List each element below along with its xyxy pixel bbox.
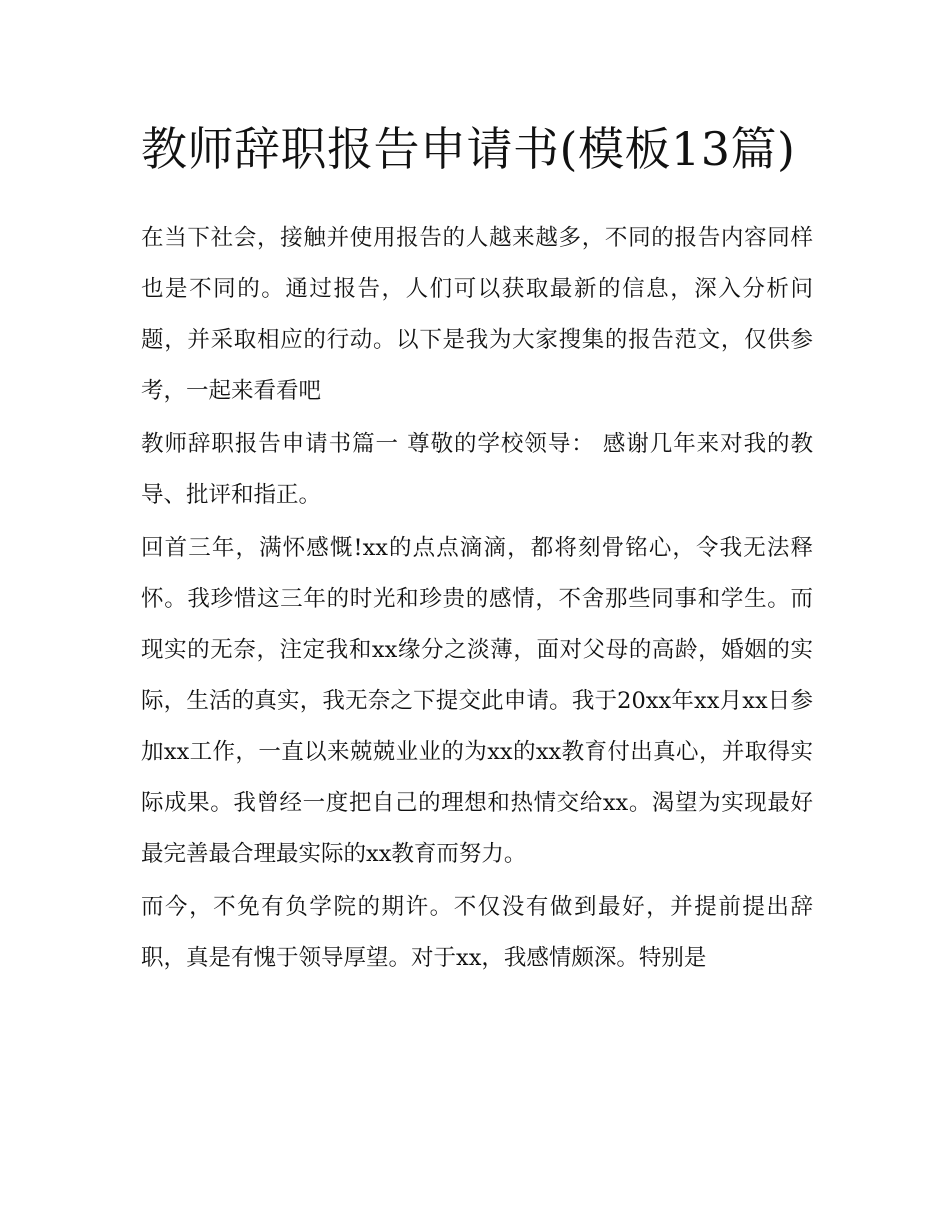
letter-opening-paragraph: 教师辞职报告申请书篇一 尊敬的学校领导： 感谢几年来对我的教导、批评和指正。 (141, 431, 813, 508)
intro-paragraph: 在当下社会，接触并使用报告的人越来越多，不同的报告内容同样也是不同的。通过报告，人们可以获取最新的信息，深入分析问题，并采取相应的行动。以下是我为大家搜集的报告范文，仅供参考，一起来看看吧 (141, 225, 813, 404)
document-page (141, 110, 813, 986)
body-paragraph: 回首三年，满怀感慨!xx的点点滴滴，都将刻骨铭心，令我无法释怀。我珍惜这三年的时光和珍贵的感情，不舍那些同事和学生。而现实的无奈，注定我和xx缘分之淡薄，面对父母的高龄，婚姻的实际，生活的真实，我无奈之下提交此申请。我于20xx年xx月xx日参加xx工作，一直以来兢兢业业的为xx的xx教育付出真心，并取得实际成果。我曾经一度把自己的理想和热情交给xx。渴望为实现最好最完善最合理最实际的xx教育而努力。 (141, 535, 813, 867)
document-title: 教师辞职报告申请书(模板13篇) (141, 122, 796, 176)
body-paragraph: 而今，不免有负学院的期许。不仅没有做到最好，并提前提出辞职，真是有愧于领导厚望。对于xx，我感情颇深。特别是 (141, 894, 813, 971)
